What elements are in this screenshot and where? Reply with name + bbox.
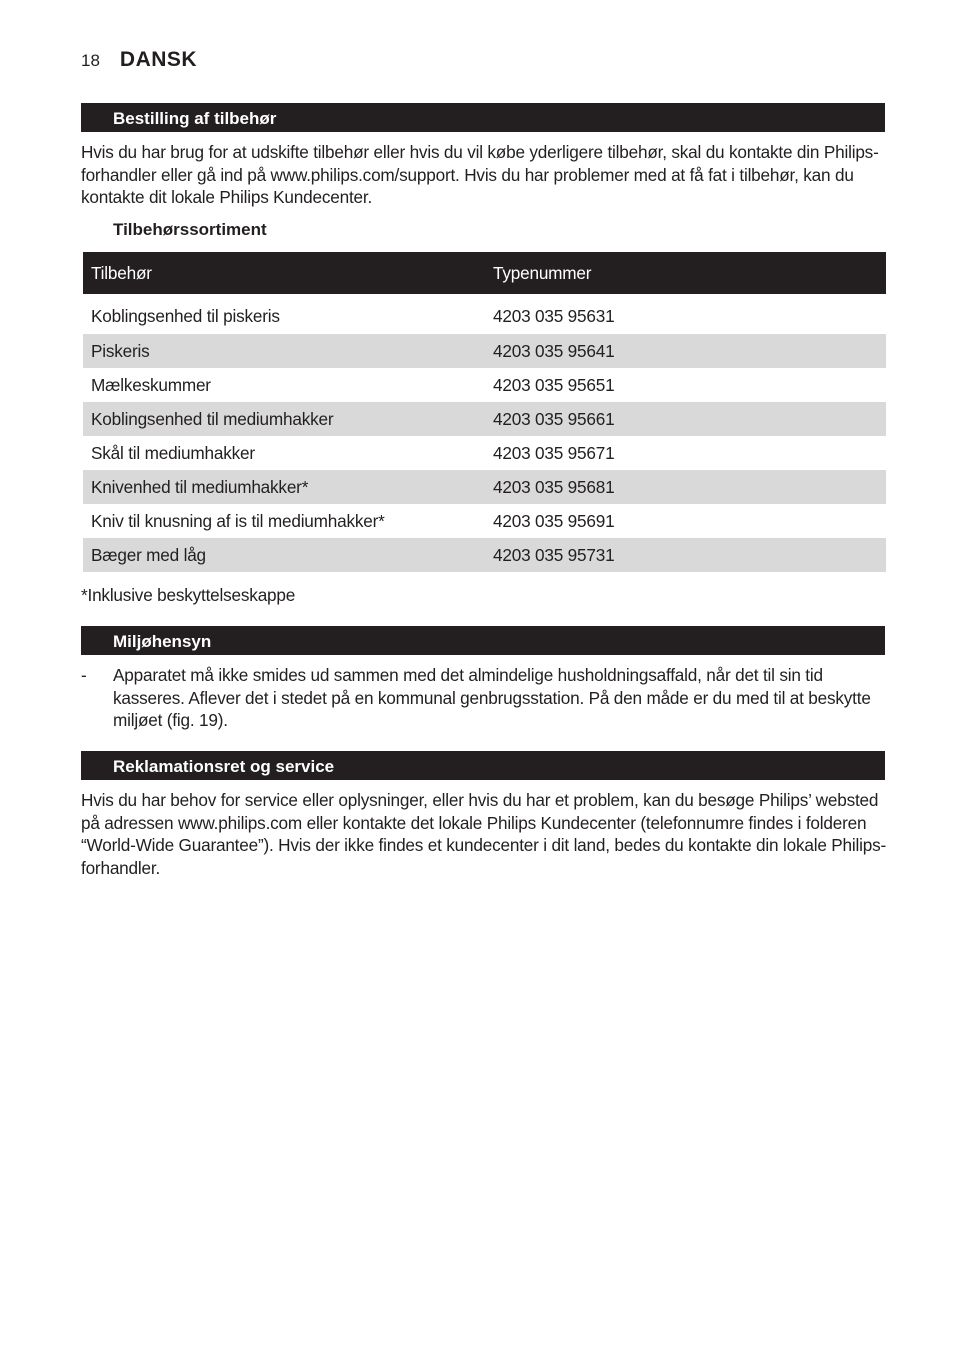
accessory-name: Koblingsenhed til mediumhakker [83, 402, 485, 436]
column-header-type-number: Typenummer [485, 252, 886, 294]
table-header-row [83, 252, 886, 294]
accessory-name: Knivenhed til mediumhakker* [83, 470, 485, 504]
type-number: 4203 035 95661 [485, 402, 886, 436]
accessory-name: Piskeris [83, 334, 485, 368]
accessory-name: Mælkeskummer [91, 374, 211, 395]
page-number: 18 [81, 51, 100, 70]
table-row [83, 504, 886, 538]
environment-text: Apparatet må ikke smides ud sammen med det almindelige husholdningsaffald, når det til sin tid kasseres. Aflever det i stedet på en kommunal genbrugsstation. På den måde er du med til at beskytte miljøet (fig. 19). [113, 665, 871, 730]
section-heading-ordering: Bestilling af tilbehør [81, 103, 885, 132]
accessory-range-heading: Tilbehørssortiment [113, 220, 267, 239]
section-heading-environment: Miljøhensyn [81, 626, 885, 655]
accessory-name: Kniv til knusning af is til mediumhakker* [91, 510, 385, 531]
type-number: 4203 035 95651 [493, 374, 615, 395]
accessory-name: Skål til mediumhakker [91, 442, 255, 463]
type-number: 4203 035 95641 [485, 334, 886, 368]
table-row [83, 294, 886, 334]
table-row [83, 402, 886, 436]
table-footnote: *Inklusive beskyttelseskappe [81, 585, 296, 605]
table-row [83, 368, 886, 402]
type-number: 4203 035 95731 [485, 538, 886, 572]
table-row [83, 470, 886, 504]
ordering-paragraph: Hvis du har brug for at udskifte tilbehør eller hvis du vil købe yderligere tilbehør, skal du kontakte din Philips-forhandler eller gå ind på www.philips.com/support. Hvis du har problemer med at få fat i tilbehør, kan du kontakte dit lokale Philips Kundecenter. [81, 142, 879, 207]
type-number: 4203 035 95631 [493, 305, 615, 326]
section-heading-warranty: Reklamationsret og service [81, 751, 885, 780]
accessory-table [83, 252, 886, 572]
bullet-dash: - [81, 665, 87, 685]
column-header-accessory: Tilbehør [83, 252, 485, 294]
type-number: 4203 035 95691 [493, 510, 615, 531]
warranty-paragraph: Hvis du har behov for service eller oplysninger, eller hvis du har et problem, kan du besøge Philips’ websted på adressen www.philips.com eller kontakte det lokale Philips Kundecenter (telefonnumre findes i folderen “World-Wide Guarantee”). Hvis der ikke findes et kundecenter i dit land, bedes du kontakte din lokale Philips-forhandler. [81, 790, 887, 878]
page-header [81, 48, 197, 72]
accessory-name: Koblingsenhed til piskeris [91, 305, 280, 326]
language-title: DANSK [119, 48, 198, 71]
accessory-name: Bæger med låg [83, 538, 485, 572]
table-row [83, 436, 886, 470]
environment-list [81, 664, 889, 732]
table-row [83, 538, 886, 572]
list-item [81, 664, 889, 732]
type-number: 4203 035 95681 [485, 470, 886, 504]
table-row [83, 334, 886, 368]
type-number: 4203 035 95671 [493, 442, 615, 463]
